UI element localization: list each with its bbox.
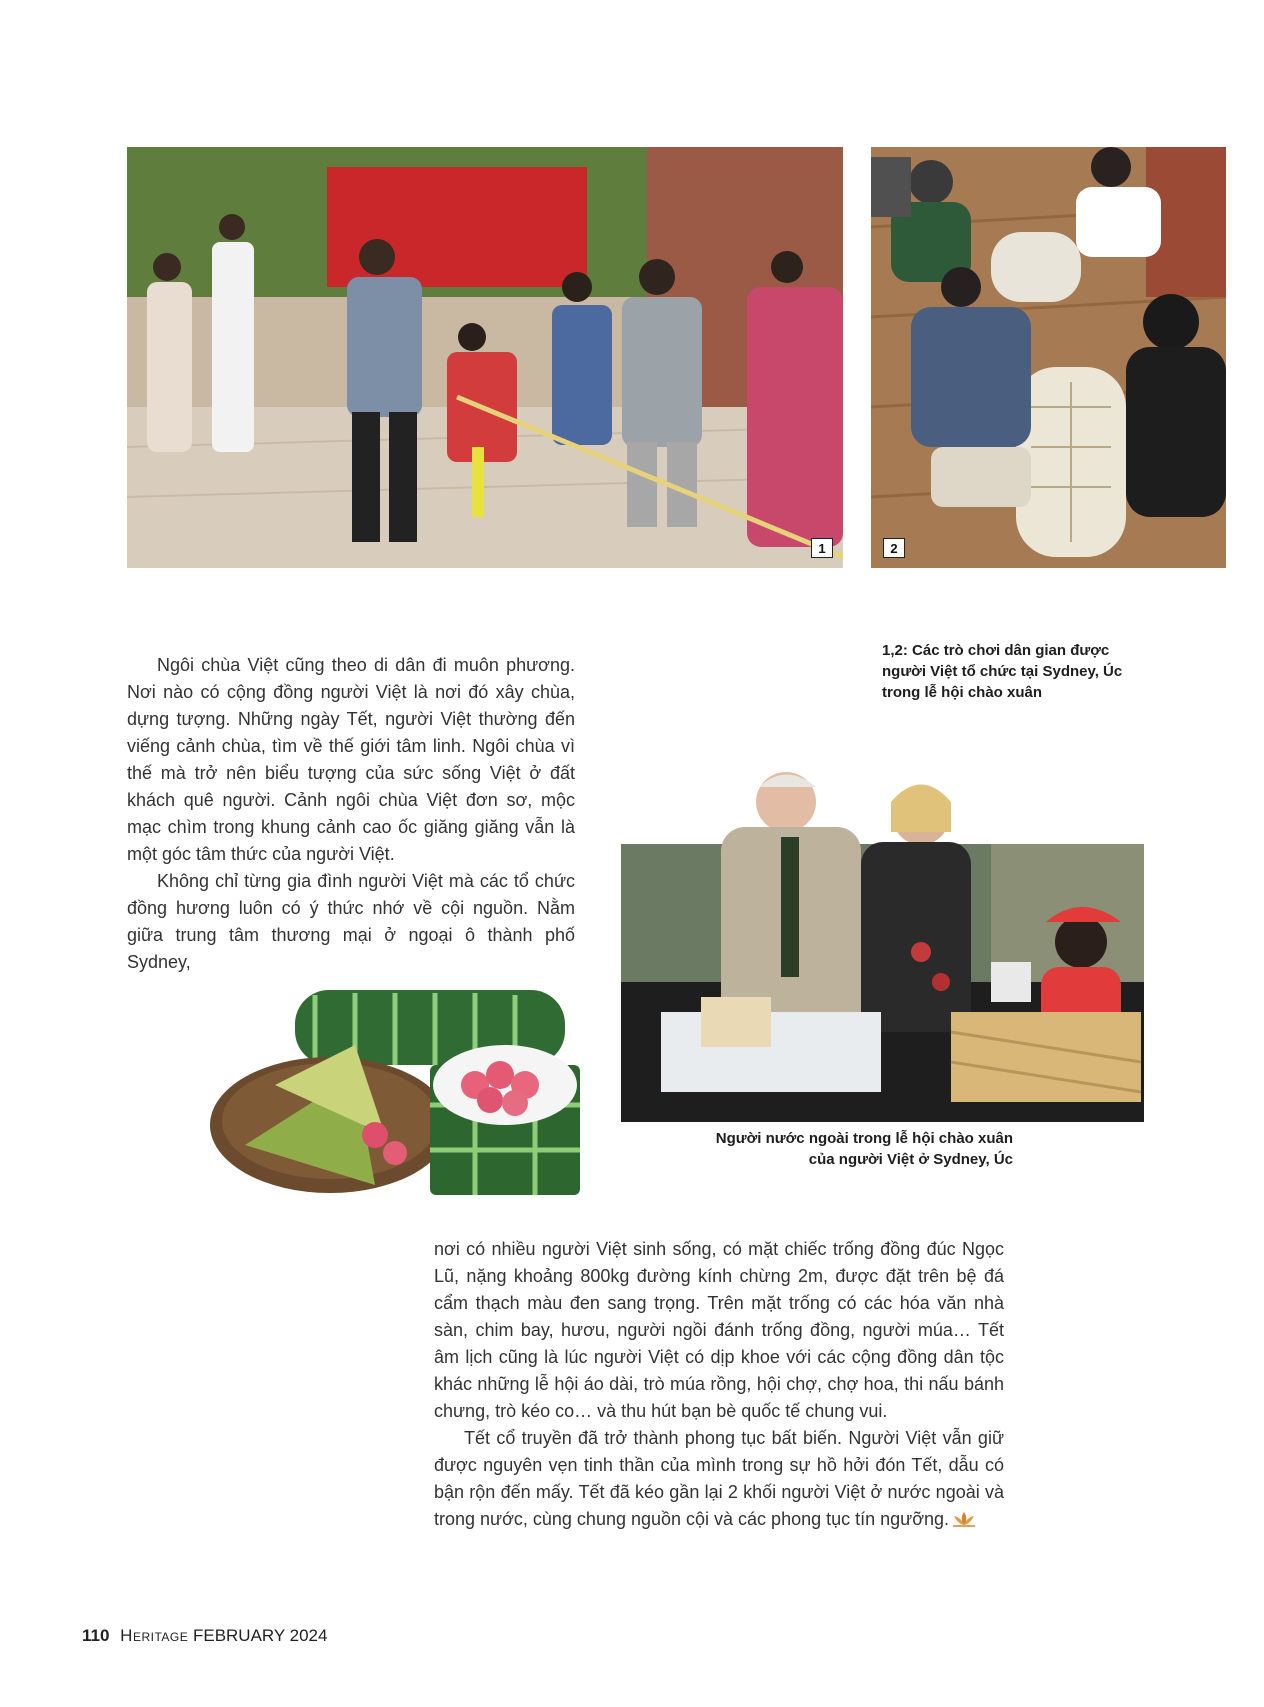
article-paragraph: Không chỉ từng gia đình người Việt mà các tổ chức đồng hương luôn có ý thức nhớ về cội nguồn. Nằm giữa trung tâm thương mại ở ngoại ô thành phố Sydney, [127, 871, 575, 972]
photo-banh-chung [205, 985, 590, 1200]
caption-foreigners [621, 1128, 1013, 1170]
tug-of-war-image [127, 147, 843, 568]
photo-number-badge: 2 [883, 538, 905, 558]
magazine-name: Heritage [120, 1626, 189, 1645]
article-paragraph: Ngôi chùa Việt cũng theo di dân đi muôn phương. Nơi nào có cộng đồng người Việt là nơi đó xây chùa, dựng tượng. Những ngày Tết, người Việt thường đến viếng cảnh chùa, tìm về thế giới tâm linh. Ngôi chùa vì thế mà trở nên biểu tượng của sức sống Việt ở đất khách quê người. Cảnh ngôi chùa Việt đơn sơ, mộc mạc chìm trong khung cảnh cao ốc giăng giăng vẫn là một góc tâm thức của người Việt. [127, 655, 575, 864]
caption-line: người Việt tổ chức tại Sydney, Úc [882, 663, 1123, 680]
foreigners-festival-image [621, 762, 1144, 1122]
board-game-image [871, 147, 1226, 568]
photo-board-game [871, 147, 1226, 568]
article-paragraph: nơi có nhiều người Việt sinh sống, có mặt chiếc trống đồng đúc Ngọc Lũ, nặng khoảng 800kg đường kính chừng 2m, được đặt trên bệ đá cẩm thạch màu đen sang trọng. Trên mặt trống có các hóa văn nhà sàn, chim bay, hươu, người ngồi đánh trống đồng, người múa… Tết âm lịch cũng là lúc người Việt có dịp khoe với các cộng đồng dân tộc khác những lễ hội áo dài, trò múa rồng, hội chợ, chợ hoa, thi nấu bánh chưng, trò kéo co… và thu hút bạn bè quốc tế chung vui. [434, 1239, 1004, 1421]
article-paragraph-final [434, 1425, 1004, 1533]
caption-line: Người nước ngoài trong lễ hội chào xuân [715, 1130, 1013, 1147]
caption-line: 1,2: Các trò chơi dân gian được [882, 642, 1110, 659]
photo-tug-of-war [127, 147, 843, 568]
caption-line: của người Việt ở Sydney, Úc [808, 1151, 1013, 1168]
caption-line: trong lễ hội chào xuân [882, 684, 1043, 701]
photo-foreigners-festival [621, 762, 1144, 1122]
page-footer [82, 1626, 327, 1646]
photo-number-badge: 1 [811, 538, 833, 558]
issue-date: FEBRUARY 2024 [192, 1626, 328, 1645]
page-number: 110 [82, 1626, 110, 1645]
article-column-left [127, 652, 575, 976]
caption-folk-games [882, 640, 1182, 703]
article-paragraph-text: Tết cổ truyền đã trở thành phong tục bất biến. Người Việt vẫn giữ được nguyên vẹn tinh thần của mình trong sự hồ hởi đón Tết, dẫu có bận rộn đến mấy. Tết đã kéo gần lại 2 khối người Việt ở nước ngoài và trong nước, cùng chung nguồn cội và các phong tục tín ngưỡng. [434, 1428, 1004, 1529]
lotus-icon [951, 1511, 977, 1527]
banh-chung-image [205, 985, 590, 1200]
article-column-right [434, 1236, 1004, 1533]
